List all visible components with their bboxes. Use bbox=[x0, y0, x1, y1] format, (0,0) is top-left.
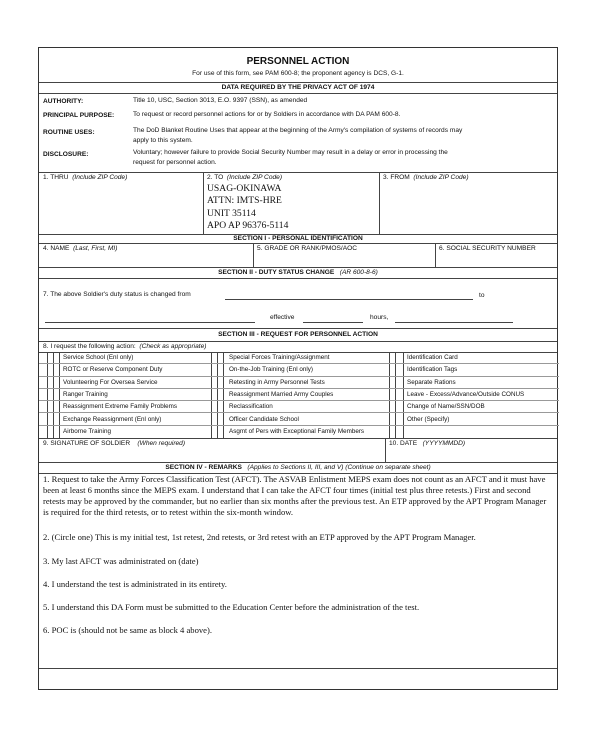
actions-column-3 bbox=[389, 352, 559, 438]
purpose-text: To request or record personnel actions for or by Soldiers in accordance with DA PAM 600-8. bbox=[133, 111, 401, 118]
remark-item-4: 4. I understand the test is administrated in its entirety. bbox=[43, 579, 227, 589]
block3-from[interactable]: 3. FROM (Include ZIP Code) bbox=[383, 174, 469, 181]
action-row[interactable] bbox=[39, 401, 211, 413]
routine-text-1: The DoD Blanket Routine Uses that appear at the beginning of the Army's compilation of systems of records may bbox=[133, 127, 463, 134]
action-row[interactable] bbox=[211, 389, 389, 401]
privacy-header: DATA REQUIRED BY THE PRIVACY ACT OF 1974 bbox=[221, 84, 375, 91]
action-row[interactable] bbox=[39, 389, 211, 401]
remark-item-1: 1. Request to take the Army Forces Classification Test (AFCT). The ASVAB Enlistment MEPS exam does not count as an AFCT and it must have been at least 6 months since the MEPS exam. I understand that I can take the AFCT four times (initial test plus three retests.) First and second retests may be approved by the commander, but no earlier than six months after the previous test. An ETP approved by the APT Program Manager is required for the third retests, or to retest within the six-month window. bbox=[43, 474, 547, 517]
block7-effective: effective bbox=[270, 314, 295, 321]
action-row[interactable] bbox=[211, 414, 389, 426]
action-label: Leave - Excess/Advance/Outside CONUS bbox=[407, 390, 525, 398]
action-label: Airborne Training bbox=[63, 427, 111, 435]
block4-name[interactable]: 4. NAME (Last, First, MI) bbox=[43, 245, 118, 252]
action-label: Officer Candidate School bbox=[229, 415, 299, 423]
actions-column-1 bbox=[39, 352, 211, 438]
action-row[interactable] bbox=[39, 414, 211, 426]
action-row[interactable] bbox=[39, 426, 211, 438]
remark-item-6: 6. POC is (should not be same as block 4 above). bbox=[43, 625, 212, 635]
section3-header: SECTION III - REQUEST FOR PERSONNEL ACTION bbox=[218, 331, 378, 338]
action-label: Reclassification bbox=[229, 403, 273, 411]
authority-text: Title 10, USC, Section 3013, E.O. 9397 (SSN), as amended bbox=[133, 97, 308, 104]
section1-header: SECTION I - PERSONAL IDENTIFICATION bbox=[233, 235, 363, 242]
personnel-action-form bbox=[38, 47, 558, 690]
block8-label: 8. I request the following action: (Check as appropriate) bbox=[43, 343, 207, 350]
block7-to: to bbox=[479, 292, 485, 299]
action-label: Exchange Reassignment (Enl only) bbox=[63, 415, 162, 423]
action-label: Reassignment Married Army Couples bbox=[229, 390, 334, 398]
routine-label: ROUTINE USES: bbox=[43, 129, 95, 136]
action-row[interactable] bbox=[39, 377, 211, 389]
action-label: ROTC or Reserve Component Duty bbox=[63, 366, 163, 374]
duty-status-from-field[interactable] bbox=[225, 299, 473, 300]
action-label: Identification Tags bbox=[407, 366, 458, 374]
action-label: Special Forces Training/Assignment bbox=[229, 354, 330, 361]
action-row[interactable] bbox=[39, 364, 211, 376]
action-row[interactable] bbox=[389, 414, 559, 426]
action-row[interactable] bbox=[389, 377, 559, 389]
action-row[interactable] bbox=[389, 389, 559, 401]
effective-date-field[interactable] bbox=[303, 322, 363, 323]
action-row[interactable] bbox=[389, 352, 559, 364]
action-row[interactable] bbox=[389, 364, 559, 376]
action-label: Other (Specify) bbox=[407, 415, 450, 423]
remark-item-5: 5. I understand this DA Form must be submitted to the Education Center before the administration of the test. bbox=[43, 602, 420, 612]
action-row[interactable] bbox=[39, 352, 211, 364]
action-row[interactable] bbox=[389, 401, 559, 413]
action-label: Service School (Enl only) bbox=[63, 354, 134, 361]
block9-signature[interactable]: 9. SIGNATURE OF SOLDIER (When required) bbox=[43, 440, 186, 447]
block2-to-label: 2. TO (Include ZIP Code) bbox=[207, 174, 283, 181]
routine-text-2: apply to this system. bbox=[133, 137, 193, 144]
disclosure-text-1: Voluntary; however failure to provide Social Security Number may result in a delay or error in processing the bbox=[133, 149, 448, 156]
action-label: Identification Card bbox=[407, 354, 458, 361]
action-label: Separate Rations bbox=[407, 378, 456, 386]
form-subtitle: For use of this form, see PAM 600-8; the proponent agency is DCS, G-1. bbox=[192, 70, 404, 77]
block1-thru[interactable]: 1. THRU (Include ZIP Code) bbox=[43, 174, 128, 181]
action-label: Asgmt of Pers with Exceptional Family Members bbox=[229, 427, 365, 435]
authority-label: AUTHORITY: bbox=[43, 98, 84, 105]
action-label: Volunteering For Oversea Service bbox=[63, 378, 158, 386]
action-row[interactable] bbox=[211, 401, 389, 413]
action-label: Reassignment Extreme Family Problems bbox=[63, 403, 178, 411]
disclosure-text-2: request for personnel action. bbox=[133, 159, 217, 166]
actions-grid bbox=[39, 352, 559, 438]
purpose-label: PRINCIPAL PURPOSE: bbox=[43, 112, 115, 119]
address-line: APO AP 96376-5114 bbox=[207, 220, 289, 232]
block10-date[interactable]: 10. DATE (YYYYMMDD) bbox=[389, 440, 466, 447]
action-row[interactable] bbox=[211, 364, 389, 376]
action-label: On-the-Job Training (Enl only) bbox=[229, 366, 313, 374]
hours-field[interactable] bbox=[395, 322, 513, 323]
action-row[interactable] bbox=[211, 377, 389, 389]
address-line: UNIT 35114 bbox=[207, 207, 256, 219]
remark-item-2: 2. (Circle one) This is my initial test, 1st retest, 2nd retests, or 3rd retest with an ETP approved by the APT Program Manager. bbox=[43, 532, 476, 542]
action-row[interactable] bbox=[389, 426, 559, 438]
block5-grade[interactable]: 5. GRADE OR RANK/PMOS/AOC bbox=[257, 245, 358, 252]
address-line: USAG-OKINAWA bbox=[207, 183, 282, 194]
action-row[interactable] bbox=[211, 352, 389, 364]
block7-label: 7. The above Soldier's duty status is changed from bbox=[43, 291, 191, 298]
section2-header: SECTION II - DUTY STATUS CHANGE (AR 600-8-6) bbox=[218, 269, 378, 276]
block2-to-address[interactable] bbox=[207, 183, 288, 233]
actions-column-2 bbox=[211, 352, 389, 438]
section4-header: SECTION IV - REMARKS (Applies to Sections II, III, and V) (Continue on separate sheet) bbox=[165, 464, 431, 471]
form-title: PERSONNEL ACTION bbox=[246, 56, 350, 67]
action-label: Change of Name/SSN/DOB bbox=[407, 403, 485, 411]
duty-status-to-field[interactable] bbox=[45, 322, 255, 323]
disclosure-label: DISCLOSURE: bbox=[43, 151, 89, 158]
address-line: ATTN: IMTS-HRE bbox=[207, 195, 282, 207]
action-label: Ranger Training bbox=[63, 390, 108, 398]
block6-ssn[interactable]: 6. SOCIAL SECURITY NUMBER bbox=[439, 245, 536, 252]
action-label: Retesting in Army Personnel Tests bbox=[229, 378, 325, 386]
remark-item-3: 3. My last AFCT was administrated on (date) bbox=[43, 556, 199, 566]
block7-hours: hours, bbox=[370, 314, 389, 321]
action-row[interactable] bbox=[211, 426, 389, 438]
remarks-bottom-line bbox=[39, 668, 557, 669]
